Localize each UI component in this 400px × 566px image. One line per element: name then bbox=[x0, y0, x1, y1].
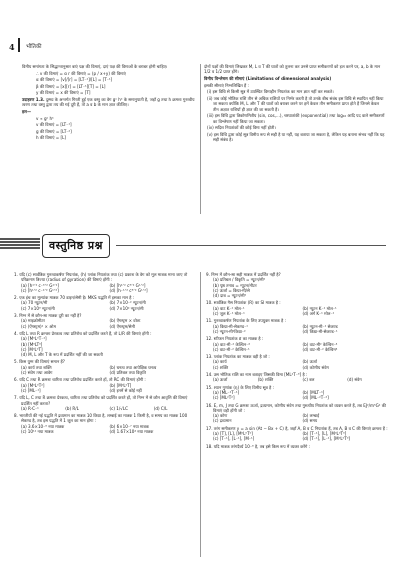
question-options bbox=[14, 424, 194, 435]
question-item bbox=[14, 295, 194, 311]
question-item bbox=[206, 372, 388, 383]
banner-rule bbox=[116, 245, 386, 246]
question-stem: 14. उस भौतिक राशि का नाम बताइए जिसकी विमा [ML²T⁻³] है : bbox=[206, 372, 308, 378]
option-item: (b) न्यूटन-मी⁻¹ सेकण्ड bbox=[302, 323, 338, 329]
header-divider bbox=[18, 38, 20, 52]
option-item: (d) 1.67×10⁴ नया मात्रक bbox=[109, 429, 154, 435]
option-item: (c) द्रव्यमान bbox=[213, 418, 232, 424]
option-item: (d) दाब = न्यूटन/मी² bbox=[213, 293, 247, 299]
option-item: (a) किग्रा-मी-सेकण्ड⁻¹ bbox=[213, 323, 248, 329]
section-banner bbox=[0, 232, 400, 260]
option-item: (c) ऊर्जा = किग्रा-मी/से bbox=[213, 287, 250, 293]
option-item: (c) (ऐंगस्ट्रम)² × ओम bbox=[21, 323, 56, 329]
option-item: (a) वाट-मी⁻² केल्विन⁻⁴ bbox=[213, 341, 250, 347]
option-item: (d) [T⁻¹], [L⁻¹], [M⁰L⁰T⁰] bbox=[302, 436, 351, 442]
question-options bbox=[14, 336, 194, 357]
option-item: (a) [T], [L], [M⁰L⁰T⁰] bbox=[213, 431, 253, 437]
question-item bbox=[206, 444, 388, 449]
option-item: (b) शक्ति bbox=[257, 377, 274, 383]
option-item: (d) [h⁻¹ᐟ² c³ᐟ² G¹ᐟ²] bbox=[109, 287, 148, 293]
solution-label: हल— bbox=[22, 108, 32, 114]
option-item: (a) कोण bbox=[213, 413, 228, 419]
option-item: (a) [ML⁻¹T⁻¹] bbox=[213, 389, 240, 395]
option-item: (a) कार्य तथा शक्ति bbox=[21, 364, 52, 370]
option-item: (b) पृष्ठ तनाव = न्यूटन/मीटर bbox=[213, 282, 257, 288]
question-stem: 3. निम्न में से कौन-सा मात्रक दूरी का नहीं है? bbox=[14, 313, 82, 319]
option-item: (b) [T⁻¹], [L], [M⁰L⁰T⁰] bbox=[302, 431, 347, 437]
option-item: (a) माइक्रोमीटर bbox=[21, 318, 45, 324]
equation-1: ∴ v की विमाएं = α r की विमाएं = (p / x+y) की विमाएं bbox=[36, 70, 126, 76]
question-stem: 11. गुरुत्वाकर्षण नियतांक के लिए उपयुक्त मात्रक है : bbox=[206, 318, 286, 324]
limitation-i: (i) इस विधि से किसी सूत्र में उपस्थित विमाहीन नियतांक का मान ज्ञात नहीं कर सकते। bbox=[207, 89, 334, 95]
question-options bbox=[206, 324, 388, 335]
option-item: (b) लम्बाई bbox=[302, 413, 320, 419]
option-item: (a) प्रतिबल / विकृति = न्यूटन/मी² bbox=[213, 277, 266, 283]
question-options bbox=[14, 365, 194, 376]
option-item: (d) ऐंगस्ट्रम/सेमी bbox=[109, 323, 135, 329]
option-item: (b) वाट-मी² केल्विन⁻⁴ bbox=[302, 341, 338, 347]
question-options bbox=[206, 277, 388, 298]
intro-paragraph: विमीय समांगता के सिद्धान्तानुसार बाएं पक्ष की विमाएं, दाएं पक्ष की विमाओं के बराबर होनी चाहिए। bbox=[22, 64, 168, 69]
questions-left-column bbox=[14, 272, 194, 436]
option-item: (b) R/L bbox=[65, 405, 79, 411]
option-item: (b) 7×10⁻² न्यूटन/मी bbox=[109, 300, 146, 306]
option-item: (a) कार्य bbox=[213, 359, 227, 365]
left-column bbox=[22, 64, 197, 142]
section-title: वस्तुनिष्ठ प्रश्न bbox=[42, 234, 110, 258]
option-item: (c) 7×10³ न्यूटन/मी bbox=[21, 305, 55, 311]
option-item: (c) न्यूटन-मी²किग्रा⁻² bbox=[213, 328, 246, 334]
question-options bbox=[206, 413, 388, 424]
question-item bbox=[206, 318, 388, 334]
limitations-intro: इसकी सीमाएं निम्नलिखित हैं : bbox=[204, 82, 249, 88]
limitation-ii: (ii) जब कोई भौतिक राशि तीन से अधिक राशियों पर निर्भर करती है तो उनके बीच संबंध इस विधि से स्थापित नहीं किया जा सकता क्योंकि M, L और T की घातों को बराबर करने पर हमें केवल तीन समीकरण प्राप्त होते हैं जिनसे केवल तीन अज्ञात राशियाँ ही ज्ञात की जा सकती हैं। bbox=[207, 95, 384, 112]
question-options bbox=[206, 390, 388, 401]
questions-right-column bbox=[206, 272, 388, 451]
option-item: (c) [T⁻¹], [L⁻¹], [M⁻¹] bbox=[213, 436, 255, 442]
option-item: (d) कोणीय संवेग bbox=[302, 364, 329, 370]
equation-3: β की विमाएं = [x][r] = [LT⁻¹][T] = [L] bbox=[36, 83, 106, 89]
option-item: (c) वाट-मी⁻² केल्विन⁻¹ bbox=[213, 346, 250, 352]
limitation-iii: (iii) इस विधि द्वारा त्रिकोणमितीय (sin, cos,...), चरघातांकी (exponential) तथा log₁₀ आदि पद वाले समीकरणों का विश्लेषण नहीं किया जा सकता। bbox=[207, 113, 385, 124]
option-item: (b) [M⁰L⁰T] bbox=[109, 382, 132, 388]
option-item: (d) किग्रा-मी-सेकण्ड⁻¹ bbox=[302, 328, 338, 334]
question-item bbox=[14, 331, 194, 357]
question-item bbox=[206, 426, 388, 442]
question-item bbox=[14, 377, 194, 393]
question-stem: 2. एक इंच का मूल्यांक मात्रक 70 डाइन/सेमी है। MKS पद्धति में इसका मान है : bbox=[14, 295, 135, 301]
question-stem: 6. यदि C तथा R क्रमशः धारिता तथा प्रतिरोध प्रदर्शित करते हों, तो RC की विमाएं होंगी : bbox=[14, 377, 146, 383]
solution-line-3: g की विमाएं = [LT⁻²] bbox=[36, 128, 72, 134]
option-item: (a) R·C⁻¹ bbox=[21, 405, 39, 411]
question-stem: 12. स्टीफन नियतांक σ का मात्रक है : bbox=[206, 336, 264, 342]
option-item: (c) जूल K⁻¹ मोल⁻¹ bbox=[213, 311, 245, 317]
option-item: (c) शक्ति bbox=[213, 364, 229, 370]
option-item: (b) न्यूटन K⁻¹ मोल⁻¹ bbox=[302, 305, 337, 311]
option-item: (a) वाट K⁻¹ मोल⁻¹ bbox=[213, 305, 245, 311]
question-item bbox=[206, 272, 388, 298]
question-item bbox=[206, 385, 388, 401]
option-item: (a) [M⁰L⁰T⁻¹] bbox=[21, 336, 47, 342]
option-item: (a) 3.6×10⁻⁶ नया मात्रक bbox=[21, 423, 65, 429]
option-item: (b) [M⁰LT⁰] bbox=[21, 341, 43, 347]
question-stem: 7. यदि L, C तथा R क्रमशः प्रेरकत्व, धारिता तथा प्रतिरोध को प्रदर्शित करते हों, तो निम्न में से कौन आवृत्ति की विमाएं प्रदर्शित नहीं करता? bbox=[14, 395, 188, 406]
solution-line-1: v ∝ gᵃ hᵇ bbox=[36, 115, 54, 121]
option-item: (d) प्रतिबल तथा विकृति bbox=[109, 370, 146, 376]
option-item: (c) [ML²T²] bbox=[213, 395, 235, 401]
right-column bbox=[204, 64, 386, 144]
equation-2: α की विमाएं = [v]/[r] = [LT⁻¹]/[L] = [T⁻¹] bbox=[36, 77, 113, 83]
question-stem: 8. भारतीयों की नई पद्धति में द्रव्यमान का मात्रक 10 किग्रा है, लम्बाई का मात्रक 1 किमी है, व समय का मात्रक 100 सेकण्ड है, तब इस पद्धति में 1 जूल का मान होगा : bbox=[14, 413, 188, 424]
question-stem: 18. यदि मात्रक तरंगदैर्ध्य 10⁻⁶ है, तब इसे किस रूप में व्यक्त करेंगे : bbox=[206, 443, 311, 449]
option-item: (d) संवेग bbox=[347, 377, 362, 383]
question-item bbox=[206, 300, 388, 316]
option-item: (a) [h¹ᐟ² c⁻³ᐟ² G¹ᐟ²] bbox=[21, 282, 60, 288]
question-options bbox=[14, 300, 194, 311]
option-item: (b) ऊर्जा bbox=[302, 359, 317, 365]
option-item: (a) ऊर्जा bbox=[213, 377, 228, 383]
option-item: (d) समय bbox=[302, 418, 318, 424]
question-item bbox=[206, 403, 388, 424]
question-item bbox=[14, 272, 194, 293]
option-item: (c) 10¹¹ नया मात्रक bbox=[21, 429, 54, 435]
question-item bbox=[14, 413, 194, 434]
option-item: (c) [ML⁻¹] bbox=[21, 387, 41, 393]
example-paragraph bbox=[22, 97, 197, 108]
solution-line-2: v की विमाएं = [LT⁻¹] bbox=[36, 122, 72, 128]
limitations-heading: विमीय विश्लेषण की सीमाएं (Limitations of dimensional analysis) bbox=[204, 76, 332, 81]
option-item: (b) ऐंगस्ट्रम × वोल्ट bbox=[109, 318, 141, 324]
option-item: (d) वाट-मी⁻² केल्विन⁴ bbox=[302, 346, 338, 352]
banner-stripes bbox=[0, 238, 40, 254]
solution-line-4: h की विमाएं = [L] bbox=[36, 135, 67, 141]
question-stem: 9. निम्न में कौन-सा सही मात्रक में प्रदर्शित नहीं है? bbox=[206, 272, 281, 277]
option-item: (c) बल bbox=[302, 377, 315, 383]
question-options bbox=[14, 406, 194, 411]
option-item: (d) [ML⁻²T⁻²] bbox=[302, 395, 329, 401]
option-item: (c) [h¹ᐟ² c⁻¹ᐟ² G¹ᐟ²] bbox=[21, 287, 59, 293]
equation-4: y की विमाएं = x की विमाएं = [T] bbox=[36, 90, 91, 96]
question-item bbox=[14, 395, 194, 411]
example-text: दुस्थ्य के अन्तर्गत गिरती हुई एक वस्तु का वेग gᵃ hᵇ के समानुपाती है, जहाँ g तथा h क्रमशः गुरुत्वीय त्वरण तथा वस्तु द्वारा तय की गई दूरी हैं, तो a व b के मान ज्ञात कीजिए। bbox=[22, 96, 195, 108]
question-stem: 4. यदि L तथा R क्रमशः प्रेरकत्व तथा प्रतिरोध को प्रदर्शित करते हैं, तो L/R की विमाएं होंगी : bbox=[14, 330, 152, 336]
question-stem: 1. यदि (c) सार्वत्रिक गुरुत्वाकर्षण नियतांक, (h) प्लांक नियतांक तथा (c) प्रकाश के वेग को मूल मात्रक माना जाए तो परिक्रमण त्रिज्या (radius of gyration) की विमाएं होंगी : bbox=[14, 272, 188, 283]
option-item: (a) [M⁰L⁰T²] bbox=[21, 382, 45, 388]
running-header: भौतिकी bbox=[26, 44, 42, 50]
right-intro: दोनों पक्षों की विमाएं लिखकर M, L व T की घातों को तुलना कर उनसे प्राप्त समीकरणों को हल करने पर, a, b के मान 1/2 व 1/2 प्राप्त होंगे। bbox=[204, 64, 381, 75]
option-item: (d) अर्ग K⁻¹ मोल⁻¹ bbox=[302, 311, 335, 317]
limitation-iv: (iv) सदिश नियतांकों की कोई विमा नहीं होती। bbox=[207, 125, 276, 131]
option-item: (b) 6×10⁻⁷ नया मात्रक bbox=[109, 423, 149, 429]
option-item: (c) 1/√LC bbox=[109, 405, 128, 411]
question-options bbox=[206, 431, 388, 442]
option-item: (c) संवेग तथा आवेग bbox=[21, 370, 53, 376]
option-item: (b) [h¹ᐟ² c³ᐟ² G¹ᐟ²] bbox=[109, 282, 146, 288]
question-options bbox=[14, 318, 194, 329]
option-item: (d) C/L bbox=[153, 405, 168, 411]
option-item: (a) 70 न्यूटन/मी bbox=[21, 300, 48, 306]
option-item: (b) घनत्व तथा आपेक्षिक घनत्व bbox=[109, 364, 157, 370]
question-stem: 17. तरंग समीकरण y = a sin (At − Bx + C) है, जहाँ A, B व C नियतांक हैं, तब A, B व C की विमाएं क्रमशः हैं : bbox=[206, 425, 388, 431]
column-divider-top bbox=[200, 64, 201, 214]
question-options bbox=[206, 359, 388, 370]
option-item: (c) [M⁰L⁰T] bbox=[21, 346, 43, 352]
page-number: 4 bbox=[9, 42, 15, 52]
question-item bbox=[206, 354, 388, 370]
question-stem: 10. सार्वत्रिक गैस नियतांक (R) का SI मात्रक है : bbox=[206, 300, 281, 306]
question-options bbox=[14, 383, 194, 394]
question-options bbox=[206, 342, 388, 353]
option-item: (d) M, L और T के रूप में प्रदर्शित नहीं की जा सकती bbox=[21, 352, 103, 358]
option-item: (b) [MLT⁻¹] bbox=[302, 389, 325, 395]
question-item bbox=[206, 336, 388, 352]
limitation-v: (v) इस विधि द्वारा कोई सूत्र विमीय रूप से सही है या नहीं, यह बताया जा सकता है, लेकिन यह बताना संभव नहीं कि यह सही संबंध है। bbox=[207, 131, 385, 143]
question-options bbox=[14, 283, 194, 294]
question-stem: 5. किस युग्म की विमाएं समान हैं? bbox=[14, 359, 65, 365]
question-stem: 16. E, m, J तथा G क्रमशः ऊर्जा, द्रव्यमान, कोणीय संवेग तथा गुरुत्वीय नियतांक को व्यक्त करते हैं, तब EJ²/m⁵G² की विमाएं वही होंगी जो : bbox=[206, 402, 386, 413]
question-stem: 15. श्यान गुणांक (η) के लिए विमीय सूत्र है : bbox=[206, 384, 274, 390]
question-stem: 13. प्लांक नियतांक का मात्रक वही है जो : bbox=[206, 354, 270, 360]
option-item: (d) इनमें से कोई नहीं bbox=[109, 387, 142, 393]
option-item: (d) 7×10² न्यूटन/मी bbox=[109, 305, 144, 311]
question-options bbox=[206, 306, 388, 317]
example-label: उदाहरण 1.3. bbox=[22, 96, 45, 102]
question-item bbox=[14, 313, 194, 329]
column-divider-bottom bbox=[200, 272, 201, 557]
question-options bbox=[206, 377, 388, 382]
question-item bbox=[14, 359, 194, 375]
